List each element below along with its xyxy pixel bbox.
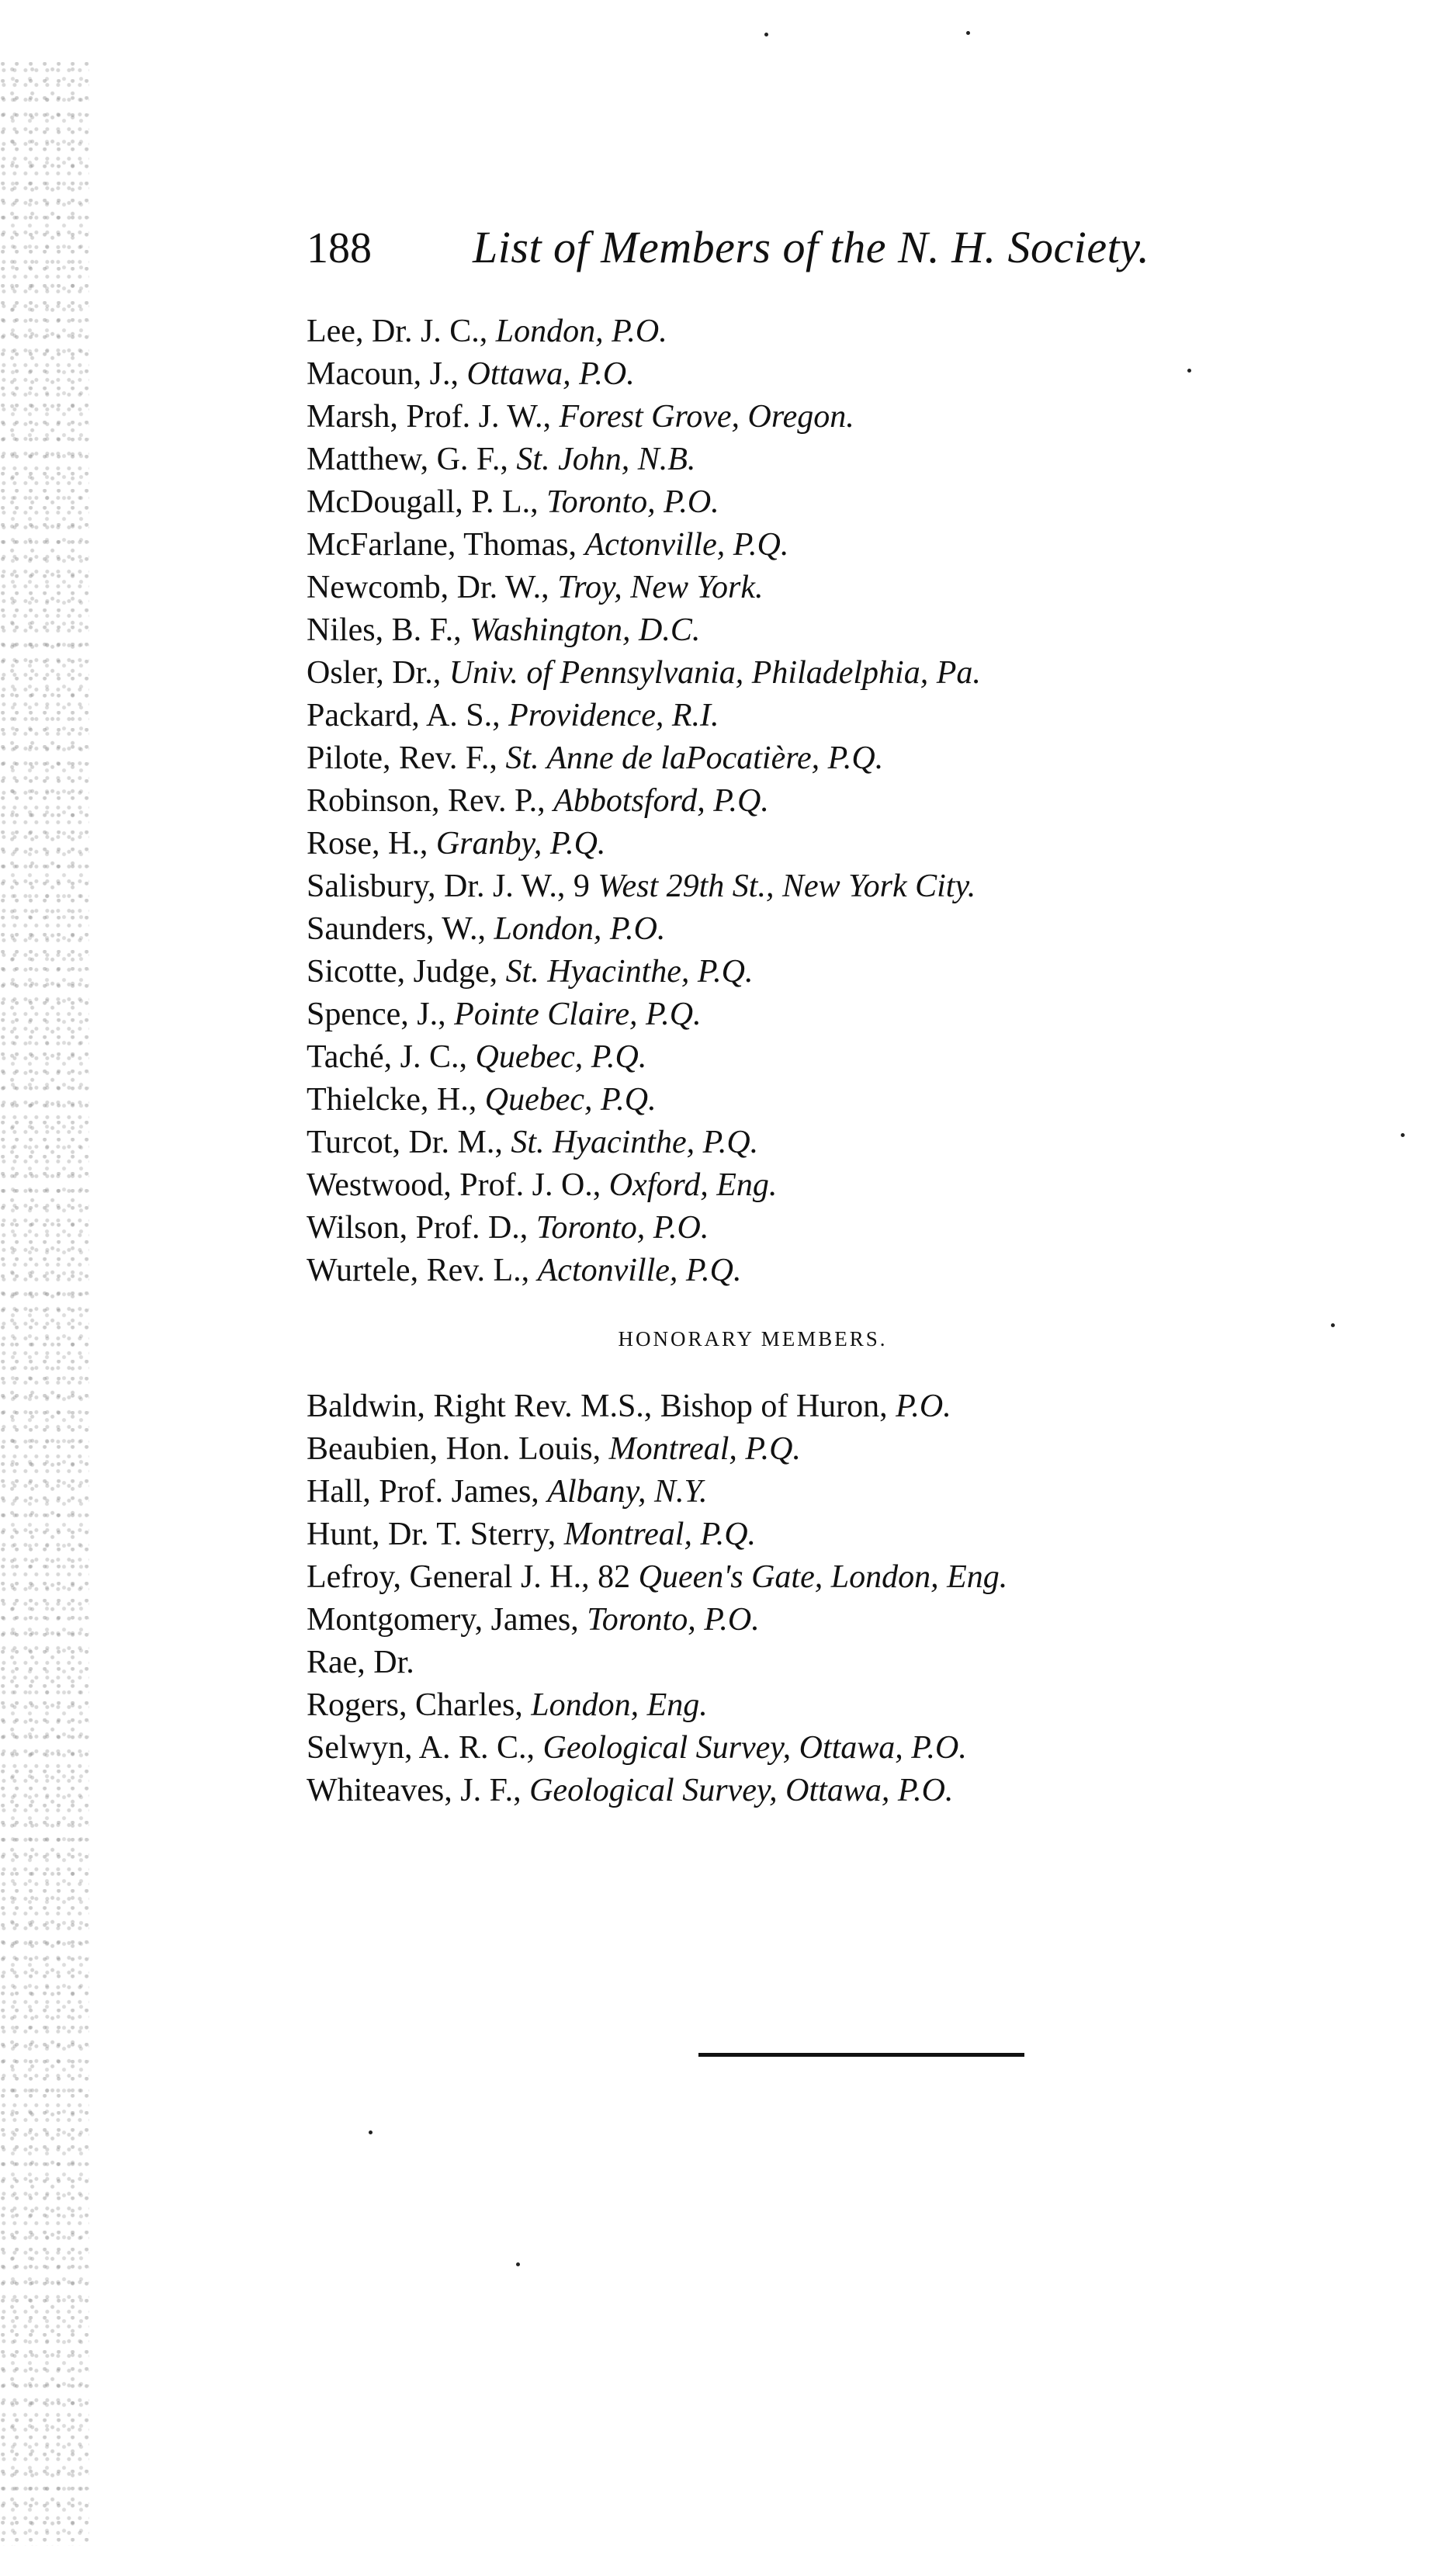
member-name: Thielcke, H., bbox=[307, 1082, 485, 1118]
member-entry bbox=[307, 1556, 1277, 1599]
member-name: Robinson, Rev. P., bbox=[307, 783, 554, 819]
member-entry bbox=[307, 951, 1277, 993]
member-entry bbox=[307, 652, 1277, 695]
member-location: Troy, New York. bbox=[557, 570, 764, 605]
member-name: Rose, H., bbox=[307, 826, 436, 862]
member-name: Sicotte, Judge, bbox=[307, 954, 506, 990]
member-name: Montgomery, James, bbox=[307, 1602, 587, 1638]
member-name: Beaubien, Hon. Louis, bbox=[307, 1431, 609, 1467]
member-entry bbox=[307, 1727, 1277, 1770]
member-location: Abbotsford, P.Q. bbox=[553, 783, 769, 819]
scan-speck bbox=[516, 2262, 520, 2266]
member-location: West 29th St., New York City. bbox=[598, 868, 976, 904]
member-entry bbox=[307, 1122, 1277, 1164]
member-name: Macoun, J., bbox=[307, 356, 467, 392]
member-location: St. Hyacinthe, P.Q. bbox=[505, 954, 754, 990]
member-location: Forest Grove, Oregon. bbox=[559, 399, 854, 435]
member-location: Montreal, P.Q. bbox=[563, 1517, 757, 1552]
member-location: Geological Survey, Ottawa, P.O. bbox=[542, 1730, 967, 1766]
member-name: Rogers, Charles, bbox=[307, 1687, 532, 1723]
member-name: Lee, Dr. J. C., bbox=[307, 314, 496, 349]
member-name: Wilson, Prof. D., bbox=[307, 1210, 536, 1246]
member-location: Toronto, P.O. bbox=[535, 1210, 709, 1246]
member-entry bbox=[307, 1770, 1277, 1812]
member-name: McDougall, P. L., bbox=[307, 484, 547, 520]
member-location: St. Hyacinthe, P.Q. bbox=[511, 1125, 759, 1160]
scan-speck bbox=[1401, 1133, 1405, 1137]
scan-speck bbox=[369, 2130, 373, 2134]
member-entry bbox=[307, 1599, 1277, 1642]
member-name: Taché, J. C., bbox=[307, 1039, 476, 1075]
member-entry bbox=[307, 1428, 1277, 1471]
member-entry bbox=[307, 1207, 1277, 1250]
member-entry bbox=[307, 609, 1277, 652]
member-name: Hall, Prof. James, bbox=[307, 1474, 548, 1510]
member-entry bbox=[307, 1513, 1277, 1556]
member-entry bbox=[307, 1385, 1277, 1428]
member-entry bbox=[307, 780, 1277, 823]
member-entry bbox=[307, 993, 1277, 1036]
member-entry bbox=[307, 310, 1277, 353]
page-number: 188 bbox=[307, 224, 372, 272]
member-entry bbox=[307, 1684, 1277, 1727]
member-location: Actonville, P.Q. bbox=[584, 527, 789, 563]
scan-speck bbox=[1187, 369, 1191, 373]
member-location: Washington, D.C. bbox=[470, 612, 701, 648]
member-name: Osler, Dr., bbox=[307, 655, 449, 691]
member-name: Lefroy, General J. H., 82 bbox=[307, 1559, 639, 1595]
member-location: London, P.O. bbox=[494, 911, 666, 947]
member-location: Oxford, Eng. bbox=[608, 1167, 778, 1203]
member-location: Actonville, P.Q. bbox=[537, 1253, 742, 1288]
member-entry bbox=[307, 865, 1277, 908]
member-location: Montreal, P.Q. bbox=[608, 1431, 801, 1467]
member-location: Quebec, P.Q. bbox=[484, 1082, 657, 1118]
member-location: Geological Survey, Ottawa, P.O. bbox=[529, 1773, 954, 1808]
member-entry bbox=[307, 567, 1277, 609]
member-name: Marsh, Prof. J. W., bbox=[307, 399, 560, 435]
member-name: Turcot, Dr. M., bbox=[307, 1125, 511, 1160]
member-name: Westwood, Prof. J. O., bbox=[307, 1167, 609, 1203]
members-list bbox=[307, 310, 1277, 1292]
member-entry bbox=[307, 439, 1277, 481]
member-name: Pilote, Rev. F., bbox=[307, 740, 506, 776]
member-entry bbox=[307, 1164, 1277, 1207]
member-name: Packard, A. S., bbox=[307, 698, 509, 733]
member-location: Toronto, P.O. bbox=[546, 484, 719, 520]
member-entry bbox=[307, 1079, 1277, 1122]
member-entry bbox=[307, 1471, 1277, 1513]
member-name: McFarlane, Thomas, bbox=[307, 527, 585, 563]
member-entry bbox=[307, 1036, 1277, 1079]
member-location: Univ. of Pennsylvania, Philadelphia, Pa. bbox=[449, 655, 981, 691]
member-entry bbox=[307, 737, 1277, 780]
honorary-members-heading: HONORARY MEMBERS. bbox=[618, 1327, 888, 1350]
page-header bbox=[307, 221, 1199, 283]
member-location: St. Anne de laPocatière, P.Q. bbox=[505, 740, 884, 776]
running-head: List of Members of the N. H. Society. bbox=[473, 222, 1150, 272]
member-location: St. John, N.B. bbox=[516, 442, 696, 477]
honorary-members-list bbox=[307, 1385, 1277, 1812]
member-entry bbox=[307, 353, 1277, 396]
closing-rule bbox=[698, 2053, 1024, 2057]
member-location: Albany, N.Y. bbox=[547, 1474, 708, 1510]
member-location: London, Eng. bbox=[531, 1687, 708, 1723]
member-name: Spence, J., bbox=[307, 997, 455, 1032]
member-location: Ottawa, P.O. bbox=[466, 356, 635, 392]
member-name: Hunt, Dr. T. Sterry, bbox=[307, 1517, 564, 1552]
member-name: Matthew, G. F., bbox=[307, 442, 517, 477]
member-entry bbox=[307, 524, 1277, 567]
member-entry bbox=[307, 1642, 1277, 1684]
member-entry bbox=[307, 908, 1277, 951]
member-entry bbox=[307, 695, 1277, 737]
member-location: Quebec, P.Q. bbox=[475, 1039, 647, 1075]
member-name: Salisbury, Dr. J. W., 9 bbox=[307, 868, 598, 904]
member-name: Saunders, W., bbox=[307, 911, 494, 947]
member-name: Selwyn, A. R. C., bbox=[307, 1730, 543, 1766]
scan-gutter-speckle bbox=[0, 62, 89, 2546]
member-entry bbox=[307, 481, 1277, 524]
member-location: P.O. bbox=[896, 1389, 951, 1424]
member-name: Baldwin, Right Rev. M.S., Bishop of Huron, bbox=[307, 1389, 896, 1424]
member-location: Pointe Claire, P.Q. bbox=[454, 997, 702, 1032]
member-entry bbox=[307, 396, 1277, 439]
member-location: Providence, R.I. bbox=[508, 698, 719, 733]
member-name: Whiteaves, J. F., bbox=[307, 1773, 530, 1808]
member-location: Granby, P.Q. bbox=[435, 826, 606, 862]
member-entry bbox=[307, 823, 1277, 865]
member-location: London, P.O. bbox=[495, 314, 667, 349]
member-name: Newcomb, Dr. W., bbox=[307, 570, 558, 605]
member-name: Wurtele, Rev. L., bbox=[307, 1253, 538, 1288]
member-location: Queen's Gate, London, Eng. bbox=[638, 1559, 1008, 1595]
scan-speck bbox=[1331, 1323, 1335, 1327]
scan-speck bbox=[966, 31, 970, 35]
member-entry bbox=[307, 1250, 1277, 1292]
member-location: Toronto, P.O. bbox=[587, 1602, 760, 1638]
member-name: Niles, B. F., bbox=[307, 612, 470, 648]
scan-speck bbox=[764, 33, 768, 36]
member-name: Rae, Dr. bbox=[307, 1645, 414, 1680]
